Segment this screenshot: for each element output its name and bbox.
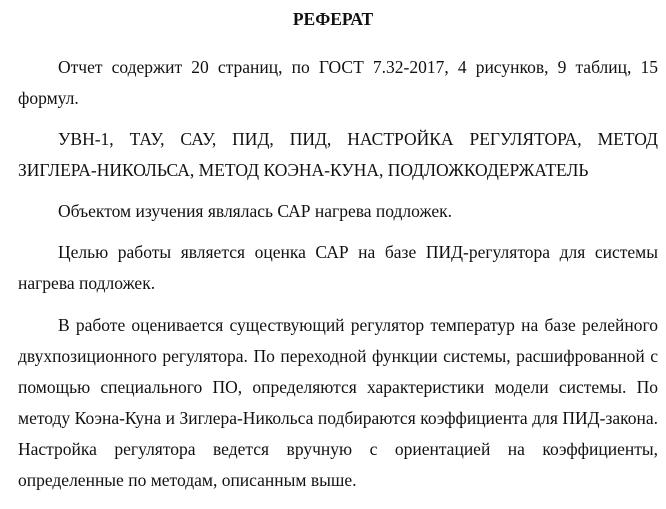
paragraph-goal: Целью работы является оценка САР на базе ПИД-регулятора для системы нагрева подложек. [18,242,658,293]
paragraph-method: В работе оценивается существующий регулятор температур на базе релейного двухпозиционного регулятора. По переходной функции системы, расшифрованной с помощью специального ПО, определяются характеристики модели системы. По методу Коэна-Куна и Зиглера-Никольса подбираются коэффициента для ПИД-закона. Настройка регулятора ведется вручную с ориентацией на коэффициенты, определенные по методам, описанным выше. [18,315,658,490]
paragraph-report-summary: Отчет содержит 20 страниц, по ГОСТ 7.32-2017, 4 рисунков, 9 таблиц, 15 формул. [18,57,658,108]
paragraph-object: Объектом изучения являлась САР нагрева подложек. [58,201,452,221]
paragraph-keywords: УВН-1, ТАУ, САУ, ПИД, ПИД, НАСТРОЙКА РЕГУЛЯТОРА, МЕТОД ЗИГЛЕРА-НИКОЛЬСА, МЕТОД КОЭНА-КУНА, ПОДЛОЖКОДЕРЖАТЕЛЬ [18,129,658,180]
document-title: РЕФЕРАТ [292,9,374,29]
